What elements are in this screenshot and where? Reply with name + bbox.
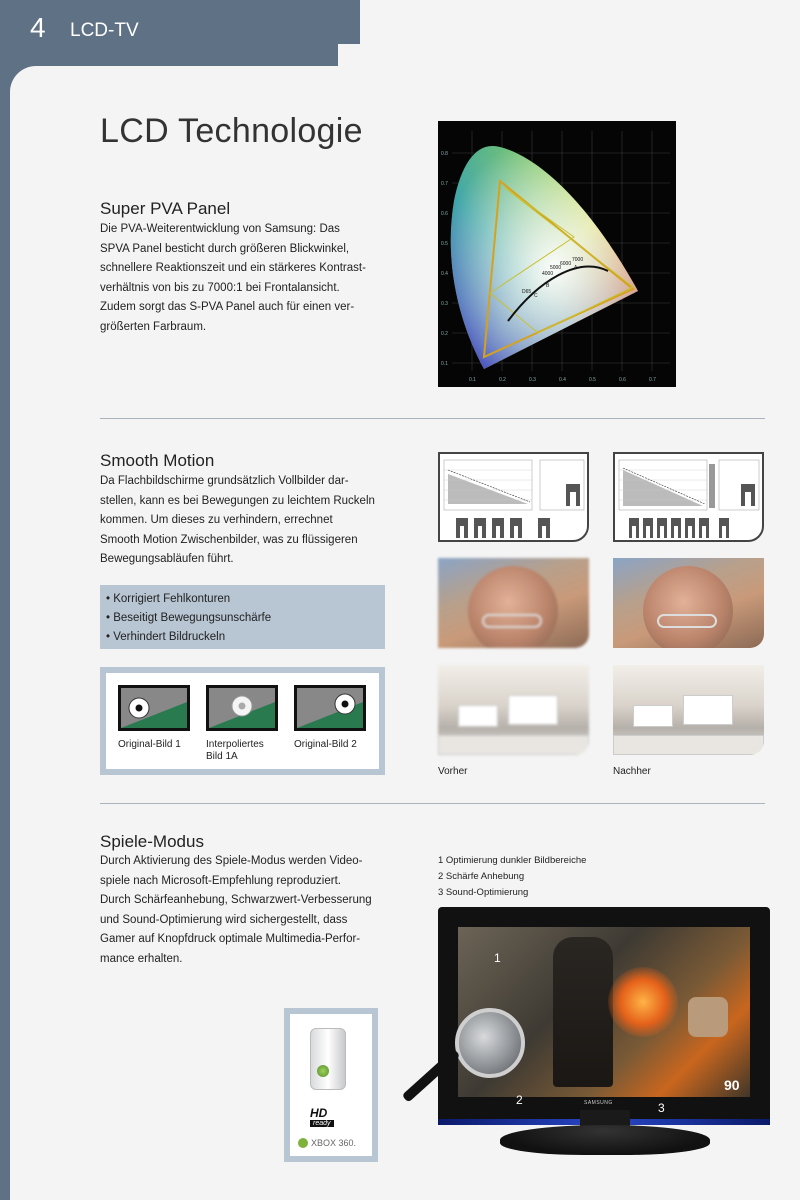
smooth-line: Bewegungsabläufen führt. [100,553,234,565]
label-7000: 7000 [572,257,584,263]
game-line: und Sound-Optimierung wird sichergestellt, dass [100,913,348,926]
y-tick: 0.7 [441,181,448,187]
y-tick: 0.3 [441,301,448,307]
xbox-console [310,1028,346,1090]
game-line: mance erhalten. [100,952,183,965]
frame-image [297,688,363,728]
y-tick: 0.4 [441,271,448,277]
smooth-text [100,472,392,570]
x-tick: 0.6 [619,377,626,383]
after-label: Nachher [613,766,651,777]
gamut-y-ticks [441,151,448,367]
hd-ready-logo-hd: HD [310,1106,328,1120]
frame-original-1 [118,685,190,731]
hd-ready-logo-ready: ready [310,1120,334,1127]
xbox-logo-text: XBOX 360. [311,1138,357,1148]
frame-caption: Original-Bild 1 [118,739,181,750]
xbox-box [284,1008,378,1162]
label-5000: 5000 [550,265,562,271]
section-label: LCD-TV [70,20,139,41]
key-shape [633,705,673,727]
game-line: spiele nach Microsoft-Empfehlung reproduziert. [100,874,341,887]
motion-diagram-after [613,452,764,542]
game-character [553,937,613,1087]
x-tick: 0.3 [529,377,536,383]
y-tick: 0.5 [441,241,448,247]
game-fist [688,997,728,1037]
face-head [468,566,558,648]
photo-keyboard-before [438,665,589,755]
gamut-svg [438,121,676,387]
game-heading: Spiele-Modus [100,832,204,851]
feature-bullets [100,585,385,649]
face-glasses [482,614,542,628]
tv-stand [500,1125,710,1155]
gamut-x-ticks [469,377,656,383]
frame-caption: Interpoliertes Bild 1A [206,739,264,762]
spva-line: verhältnis von bis zu 7000:1 bei Frontalansicht. [100,281,340,294]
section-divider [100,803,765,804]
game-feature: 1 Optimierung dunkler Bildbereiche [438,855,587,866]
xbox-inner [290,1014,372,1156]
before-label: Vorher [438,766,468,777]
game-feature: 3 Sound-Optimierung [438,887,529,898]
label-a: A [574,265,578,271]
x-tick: 0.5 [589,377,596,383]
smooth-line: kommen. Um dieses zu verhindern, errechnet [100,514,333,526]
spva-line: größerten Farbraum. [100,320,207,333]
spva-line: schnellere Reaktionszeit und ein stärkeres Kontrast- [100,262,366,274]
motion-chart [615,454,762,540]
header-tab [0,0,360,66]
magnifier-lens [455,1008,525,1078]
bullet-item: • Korrigiert Fehlkonturen [106,593,231,605]
motion-diagram-before [438,452,589,542]
smooth-line: Da Flachbildschirme grundsätzlich Vollbilder dar- [100,475,349,487]
game-text [100,852,392,969]
key-shape [458,705,498,727]
smooth-heading: Smooth Motion [100,451,215,470]
bullet-item: • Beseitigt Bewegungsunschärfe [106,612,272,624]
game-line: Durch Aktivierung des Spiele-Modus werden Video- [100,855,363,867]
frame-caption: Original-Bild 2 [294,739,357,750]
bullet-item: • Verhindert Bildruckeln [106,631,226,643]
label-4000: 4000 [542,271,554,277]
game-hud-score: 90 [724,1077,740,1093]
photo-face-before [438,558,589,648]
label-d65: D65 [522,289,532,295]
game-line: Gamer auf Knopfdruck optimale Multimedia-Perfor- [100,933,361,945]
game-feature-list [438,853,586,901]
frame-interpolated-1a [206,685,278,731]
spva-line: Zudem sorgt das S-PVA Panel auch für einen ver- [100,301,355,313]
game-line: Durch Schärfeanhebung, Schwarzwert-Verbesserung [100,894,372,906]
label-b: B [546,283,550,289]
spva-text [100,220,392,337]
tv-brand-logo: SAMSUNG [584,1100,613,1106]
tv-marker-1: 1 [494,951,501,965]
y-tick: 0.6 [441,211,448,217]
spva-line: SPVA Panel besticht durch größeren Blickwinkel, [100,242,350,255]
paper-top [360,0,800,66]
key-shape [613,735,764,755]
key-shape [508,695,558,725]
x-tick: 0.4 [559,377,566,383]
frame-image [209,688,275,728]
label-6000: 6000 [560,261,572,267]
y-tick: 0.1 [441,361,448,367]
y-tick: 0.2 [441,331,448,337]
page-title: LCD Technologie [100,112,363,150]
smooth-line: stellen, kann es bei Bewegungen zu leichtem Ruckeln [100,494,375,507]
face-glasses [657,614,717,628]
spva-heading: Super PVA Panel [100,199,231,218]
face-head [643,566,733,648]
x-tick: 0.1 [469,377,476,383]
tv-marker-2: 2 [516,1093,523,1107]
frame-interpolation-box [100,667,385,775]
color-gamut-diagram [438,121,676,387]
game-feature: 2 Schärfe Anhebung [438,871,525,882]
smooth-line: Smooth Motion Zwischenbilder, was zu flüssigeren [100,533,358,546]
key-shape [438,735,589,755]
spva-line: Die PVA-Weiterentwicklung von Samsung: Das [100,223,340,235]
photo-keyboard-after [613,665,764,755]
motion-chart [440,454,587,540]
frames-inner [106,673,379,769]
game-explosion [608,967,678,1037]
xbox-power-ring [317,1065,329,1077]
xbox-logo-icon [298,1138,308,1148]
key-shape [683,695,733,725]
x-tick: 0.2 [499,377,506,383]
frame-original-2 [294,685,366,731]
photo-face-after [613,558,764,648]
tv-marker-3: 3 [658,1101,665,1115]
label-c: C [534,293,538,299]
y-tick: 0.8 [441,151,448,157]
section-divider [100,418,765,419]
frame-image [121,688,187,728]
x-tick: 0.7 [649,377,656,383]
page-number: 4 [30,12,46,43]
